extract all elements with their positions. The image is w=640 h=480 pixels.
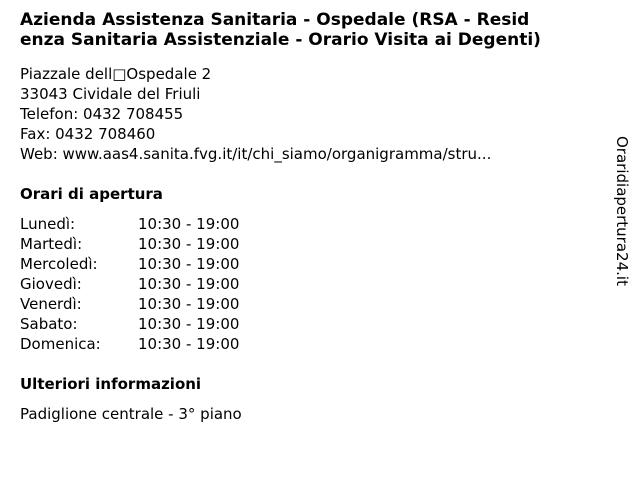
fax-number: Fax: 0432 708460: [20, 125, 156, 143]
day-label: Lunedì:: [20, 215, 76, 233]
hours-value: 10:30 - 19:00: [138, 255, 240, 273]
opening-hours-table: [20, 214, 239, 354]
address-block: [20, 64, 491, 164]
opening-hours-heading: Orari di apertura: [20, 185, 163, 203]
page-title: [20, 10, 640, 50]
site-watermark: Oraridiapertura24.it: [613, 136, 631, 286]
hours-row-saturday: [20, 314, 239, 334]
day-label: Giovedì:: [20, 275, 82, 293]
website-link[interactable]: Web: www.aas4.sanita.fvg.it/it/chi_siamo/organigramma/stru...: [20, 145, 492, 163]
title-line-1: Azienda Assistenza Sanitaria - Ospedale (RSA - Resid: [20, 10, 530, 30]
day-label: Venerdì:: [20, 295, 82, 313]
hours-row-friday: [20, 294, 239, 314]
additional-info-text: Padiglione centrale - 3° piano: [20, 405, 242, 423]
day-label: Mercoledì:: [20, 255, 98, 273]
hours-row-wednesday: [20, 254, 239, 274]
hours-value: 10:30 - 19:00: [138, 275, 240, 293]
day-label: Sabato:: [20, 315, 78, 333]
hours-row-tuesday: [20, 234, 239, 254]
hours-row-sunday: [20, 334, 239, 354]
day-label: Domenica:: [20, 335, 101, 353]
hours-value: 10:30 - 19:00: [138, 335, 240, 353]
hours-row-monday: [20, 214, 239, 234]
additional-info-heading: Ulteriori informazioni: [20, 375, 202, 393]
hours-value: 10:30 - 19:00: [138, 215, 240, 233]
hours-value: 10:30 - 19:00: [138, 315, 240, 333]
street-address: Piazzale dell□Ospedale 2: [20, 65, 212, 83]
hours-value: 10:30 - 19:00: [138, 235, 240, 253]
city-address: 33043 Cividale del Friuli: [20, 85, 201, 103]
hours-row-thursday: [20, 274, 239, 294]
phone-number: Telefon: 0432 708455: [20, 105, 184, 123]
title-line-2: enza Sanitaria Assistenziale - Orario Visita ai Degenti): [20, 30, 541, 50]
hours-value: 10:30 - 19:00: [138, 295, 240, 313]
day-label: Martedì:: [20, 235, 83, 253]
